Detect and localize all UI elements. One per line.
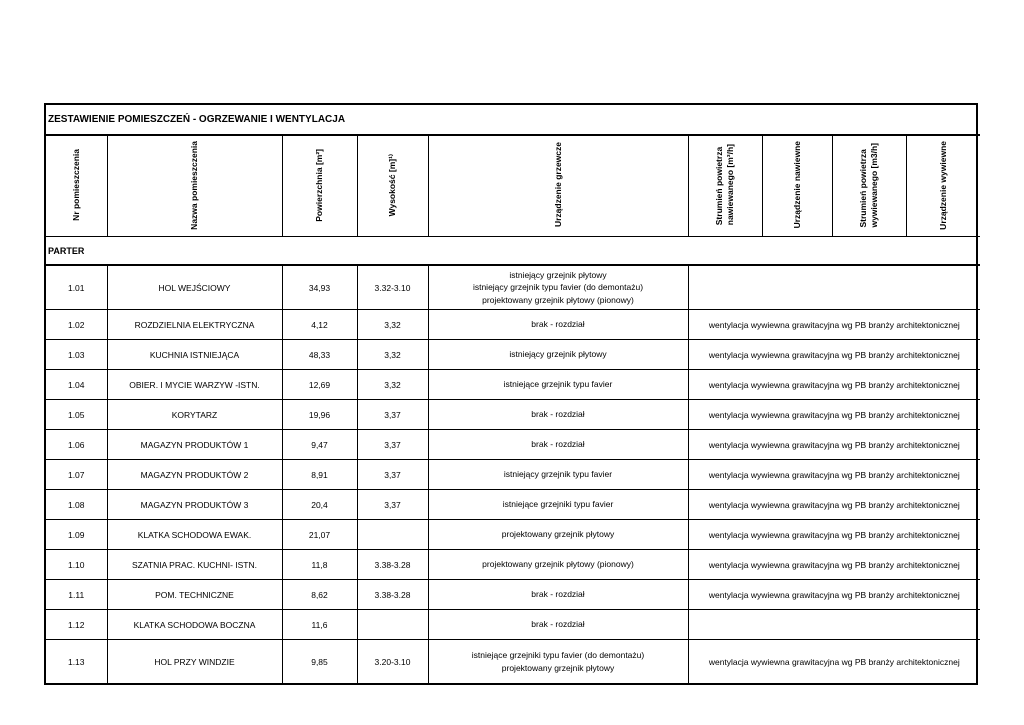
heating-device: istniejący grzejnik płytowy <box>428 340 688 370</box>
heating-device: brak - rozdział <box>428 580 688 610</box>
room-number: 1.03 <box>46 340 107 370</box>
ventilation-note: wentylacja wywiewna grawitacyjna wg PB branży architektonicznej <box>688 430 980 460</box>
room-height: 3,32 <box>357 310 428 340</box>
ventilation-note: wentylacja wywiewna grawitacyjna wg PB branży architektonicznej <box>688 550 980 580</box>
header-area: Powierzchnia [m²] <box>282 135 357 237</box>
room-number: 1.06 <box>46 430 107 460</box>
room-height: 3,37 <box>357 400 428 430</box>
schedule-title: ZESTAWIENIE POMIESZCZEŃ - OGRZEWANIE I WENTYLACJA <box>46 105 980 135</box>
room-height: 3,37 <box>357 430 428 460</box>
room-area: 8,91 <box>282 460 357 490</box>
room-name: HOL PRZY WINDZIE <box>107 640 282 684</box>
table-row <box>46 370 980 400</box>
ventilation-note: wentylacja wywiewna grawitacyjna wg PB branży architektonicznej <box>688 580 980 610</box>
room-name: POM. TECHNICZNE <box>107 580 282 610</box>
heating-device: brak - rozdział <box>428 610 688 640</box>
ventilation-note: wentylacja wywiewna grawitacyjna wg PB branży architektonicznej <box>688 370 980 400</box>
header-height: Wysokość [m]¹⁾ <box>357 135 428 237</box>
ventilation-note: wentylacja wywiewna grawitacyjna wg PB branży architektonicznej <box>708 656 960 667</box>
room-area: 20,4 <box>282 490 357 520</box>
room-height <box>357 520 428 550</box>
table-row <box>46 490 980 520</box>
room-name: OBIER. I MYCIE WARZYW -ISTN. <box>107 370 282 400</box>
header-exhaust-flow: Strumień powietrza wywiewanego [m3/h] <box>832 135 906 237</box>
room-area: 4,12 <box>282 310 357 340</box>
heating-device: istniejące grzejnik typu favier <box>428 370 688 400</box>
table-row <box>46 550 980 580</box>
header-supply-flow: Strumień powietrza nawiewanego [m³/h] <box>688 135 762 237</box>
room-area: 11,8 <box>282 550 357 580</box>
heating-device: brak - rozdział <box>428 400 688 430</box>
section-label-parter: PARTER <box>46 237 980 266</box>
header-heating-device: Urządzenie grzewcze <box>428 135 688 237</box>
room-number: 1.13 <box>46 640 107 684</box>
heating-device: brak - rozdział <box>428 310 688 340</box>
room-number: 1.05 <box>46 400 107 430</box>
ventilation-note: wentylacja wywiewna grawitacyjna wg PB branży architektonicznej <box>688 460 980 490</box>
table-row <box>46 340 980 370</box>
room-area: 9,85 <box>282 640 357 684</box>
room-number: 1.08 <box>46 490 107 520</box>
room-height: 3.32-3.10 <box>357 265 428 310</box>
room-number: 1.01 <box>46 265 107 310</box>
room-height: 3,37 <box>357 490 428 520</box>
room-area: 11,6 <box>282 610 357 640</box>
heating-device: projektowany grzejnik płytowy <box>428 520 688 550</box>
table-row <box>46 520 980 550</box>
room-height: 3.38-3.28 <box>357 580 428 610</box>
room-area: 48,33 <box>282 340 357 370</box>
heating-device: istniejący grzejnik typu favier <box>428 460 688 490</box>
room-height: 3.20-3.10 <box>357 640 428 684</box>
ventilation-note: wentylacja wywiewna grawitacyjna wg PB branży architektonicznej <box>688 400 980 430</box>
ventilation-note: wentylacja wywiewna grawitacyjna wg PB branży architektonicznej <box>688 490 980 520</box>
table-row <box>46 265 980 310</box>
header-room-name: Nazwa pomieszczenia <box>107 135 282 237</box>
room-name: SZATNIA PRAC. KUCHNI- ISTN. <box>107 550 282 580</box>
room-area: 34,93 <box>282 265 357 310</box>
room-name: KORYTARZ <box>107 400 282 430</box>
heating-device: brak - rozdział <box>428 430 688 460</box>
room-number: 1.07 <box>46 460 107 490</box>
table-row <box>46 460 980 490</box>
heating-device: projektowany grzejnik płytowy (pionowy) <box>428 550 688 580</box>
header-row <box>46 135 980 237</box>
heating-device: istniejący grzejnik płytowy istniejący grzejnik typu favier (do demontażu) projektowany grzejnik płytowy (pionowy) <box>428 265 688 310</box>
heating-device: istniejące grzejniki typu favier (do demontażu) projektowany grzejnik płytowy <box>428 640 688 684</box>
room-height: 3,32 <box>357 370 428 400</box>
room-name: MAGAZYN PRODUKTÓW 1 <box>107 430 282 460</box>
room-number: 1.10 <box>46 550 107 580</box>
table-row <box>46 430 980 460</box>
room-number: 1.02 <box>46 310 107 340</box>
room-height <box>357 610 428 640</box>
table-row <box>46 640 980 684</box>
room-height: 3,37 <box>357 460 428 490</box>
header-supply-device: Urządzenie nawiewne <box>762 135 832 237</box>
room-name: MAGAZYN PRODUKTÓW 2 <box>107 460 282 490</box>
room-area: 8,62 <box>282 580 357 610</box>
ventilation-note: wentylacja wywiewna grawitacyjna wg PB branży architektonicznej <box>688 340 980 370</box>
table-row <box>46 310 980 340</box>
table-row <box>46 400 980 430</box>
room-name: KLATKA SCHODOWA BOCZNA <box>107 610 282 640</box>
room-schedule-sheet <box>44 103 978 685</box>
room-area: 12,69 <box>282 370 357 400</box>
room-schedule-table <box>46 105 980 683</box>
room-height: 3.38-3.28 <box>357 550 428 580</box>
ventilation-note: wentylacja wywiewna grawitacyjna wg PB branży architektonicznej <box>688 310 980 340</box>
room-name: MAGAZYN PRODUKTÓW 3 <box>107 490 282 520</box>
room-area: 19,96 <box>282 400 357 430</box>
room-name: ROZDZIELNIA ELEKTRYCZNA <box>107 310 282 340</box>
room-name: KUCHNIA ISTNIEJĄCA <box>107 340 282 370</box>
room-number: 1.09 <box>46 520 107 550</box>
room-number: 1.11 <box>46 580 107 610</box>
ventilation-note: wentylacja wywiewna grawitacyjna wg PB branży architektonicznej <box>688 520 980 550</box>
header-room-number: Nr pomieszczenia <box>46 135 107 237</box>
table-row <box>46 610 980 640</box>
table-row <box>46 580 980 610</box>
heating-device: istniejące grzejniki typu favier <box>428 490 688 520</box>
room-number: 1.04 <box>46 370 107 400</box>
room-area: 21,07 <box>282 520 357 550</box>
room-height: 3,32 <box>357 340 428 370</box>
room-name: KLATKA SCHODOWA EWAK. <box>107 520 282 550</box>
room-number: 1.12 <box>46 610 107 640</box>
room-name: HOL WEJŚCIOWY <box>107 265 282 310</box>
room-area: 9,47 <box>282 430 357 460</box>
ventilation-note <box>688 265 980 310</box>
header-exhaust-device: Urządzenie wywiewne <box>906 135 980 237</box>
ventilation-note <box>688 610 980 640</box>
